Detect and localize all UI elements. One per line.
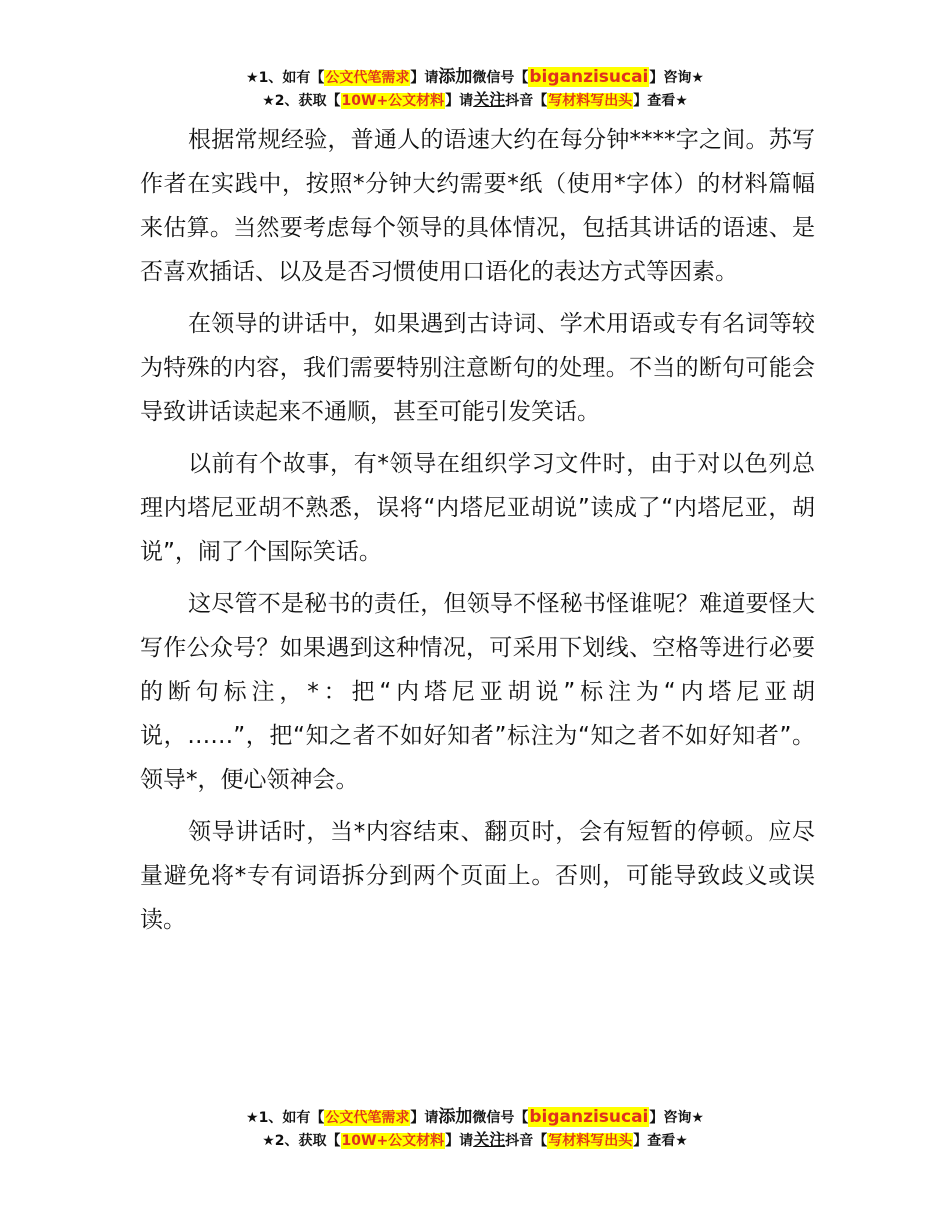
highlight-wechat-id: biganzisucai (529, 1107, 649, 1127)
banner-text: 微信号【 (472, 70, 529, 86)
highlight-douyin: 写材料写出头 (548, 93, 633, 109)
banner-text: 】请 (445, 1133, 474, 1149)
highlight-materials: 10W+公文材料 (341, 93, 445, 109)
highlight-service: 公文代笔需求 (325, 1110, 410, 1126)
banner-text-add: 添加 (438, 67, 473, 87)
banner-text: 抖音【 (505, 1133, 548, 1149)
paragraph-4: 这尽管不是秘书的责任，但领导不怪秘书怪谁呢？难道要怪大写作公众号？如果遇到这种情况，可采用下划线、空格等进行必要的断句标注，*：把“内塔尼亚胡说”标注为“内塔尼亚胡说，……”，把“知之者不如好知者”标注为“知之者不如好知者”。领导*，便心领神会。 (140, 591, 815, 793)
paragraph-2: 在领导的讲话中，如果遇到古诗词、学术用语或专有名词等较为特殊的内容，我们需要特别注意断句的处理。不当的断句可能会导致讲话读起来不通顺，甚至可能引发笑话。 (140, 311, 815, 425)
banner-text: 】查看★ (633, 93, 688, 109)
banner-line-2 (0, 1129, 950, 1152)
banner-text: ★2、获取【 (262, 93, 341, 109)
banner-text: 】请 (410, 70, 439, 86)
banner-text: 】咨询★ (649, 70, 704, 86)
banner-line-1 (0, 1106, 950, 1129)
bottom-banner (0, 1106, 950, 1152)
banner-text: 微信号【 (472, 1110, 529, 1126)
banner-text: 】请 (445, 93, 474, 109)
banner-text-follow: 关注 (473, 1130, 506, 1149)
paragraph-1: 根据常规经验，普通人的语速大约在每分钟****字之间。苏写作者在实践中，按照*分钟大约需要*纸（使用*字体）的材料篇幅来估算。当然要考虑每个领导的具体情况，包括其讲话的语速、是否喜欢插话、以及是否习惯使用口语化的表达方式等因素。 (140, 127, 815, 285)
top-banner (0, 66, 950, 112)
highlight-materials: 10W+公文材料 (341, 1133, 445, 1149)
highlight-service: 公文代笔需求 (325, 70, 410, 86)
highlight-douyin: 写材料写出头 (548, 1133, 633, 1149)
banner-text-follow: 关注 (473, 90, 506, 109)
banner-text: 】查看★ (633, 1133, 688, 1149)
banner-text: ★2、获取【 (262, 1133, 341, 1149)
banner-line-1 (0, 66, 950, 89)
document-body (140, 118, 815, 950)
banner-text: 】请 (410, 1110, 439, 1126)
banner-line-2 (0, 89, 950, 112)
banner-text: 】咨询★ (649, 1110, 704, 1126)
highlight-wechat-id: biganzisucai (529, 67, 649, 87)
banner-text: ★1、如有【 (246, 1110, 325, 1126)
paragraph-3: 以前有个故事，有*领导在组织学习文件时，由于对以色列总理内塔尼亚胡不熟悉，误将“内塔尼亚胡说”读成了“内塔尼亚，胡说”，闹了个国际笑话。 (140, 451, 815, 565)
banner-text-add: 添加 (438, 1107, 473, 1127)
banner-text: ★1、如有【 (246, 70, 325, 86)
banner-text: 抖音【 (505, 93, 548, 109)
paragraph-5: 领导讲话时，当*内容结束、翻页时，会有短暂的停顿。应尽量避免将*专有词语拆分到两个页面上。否则，可能导致歧义或误读。 (140, 819, 815, 933)
